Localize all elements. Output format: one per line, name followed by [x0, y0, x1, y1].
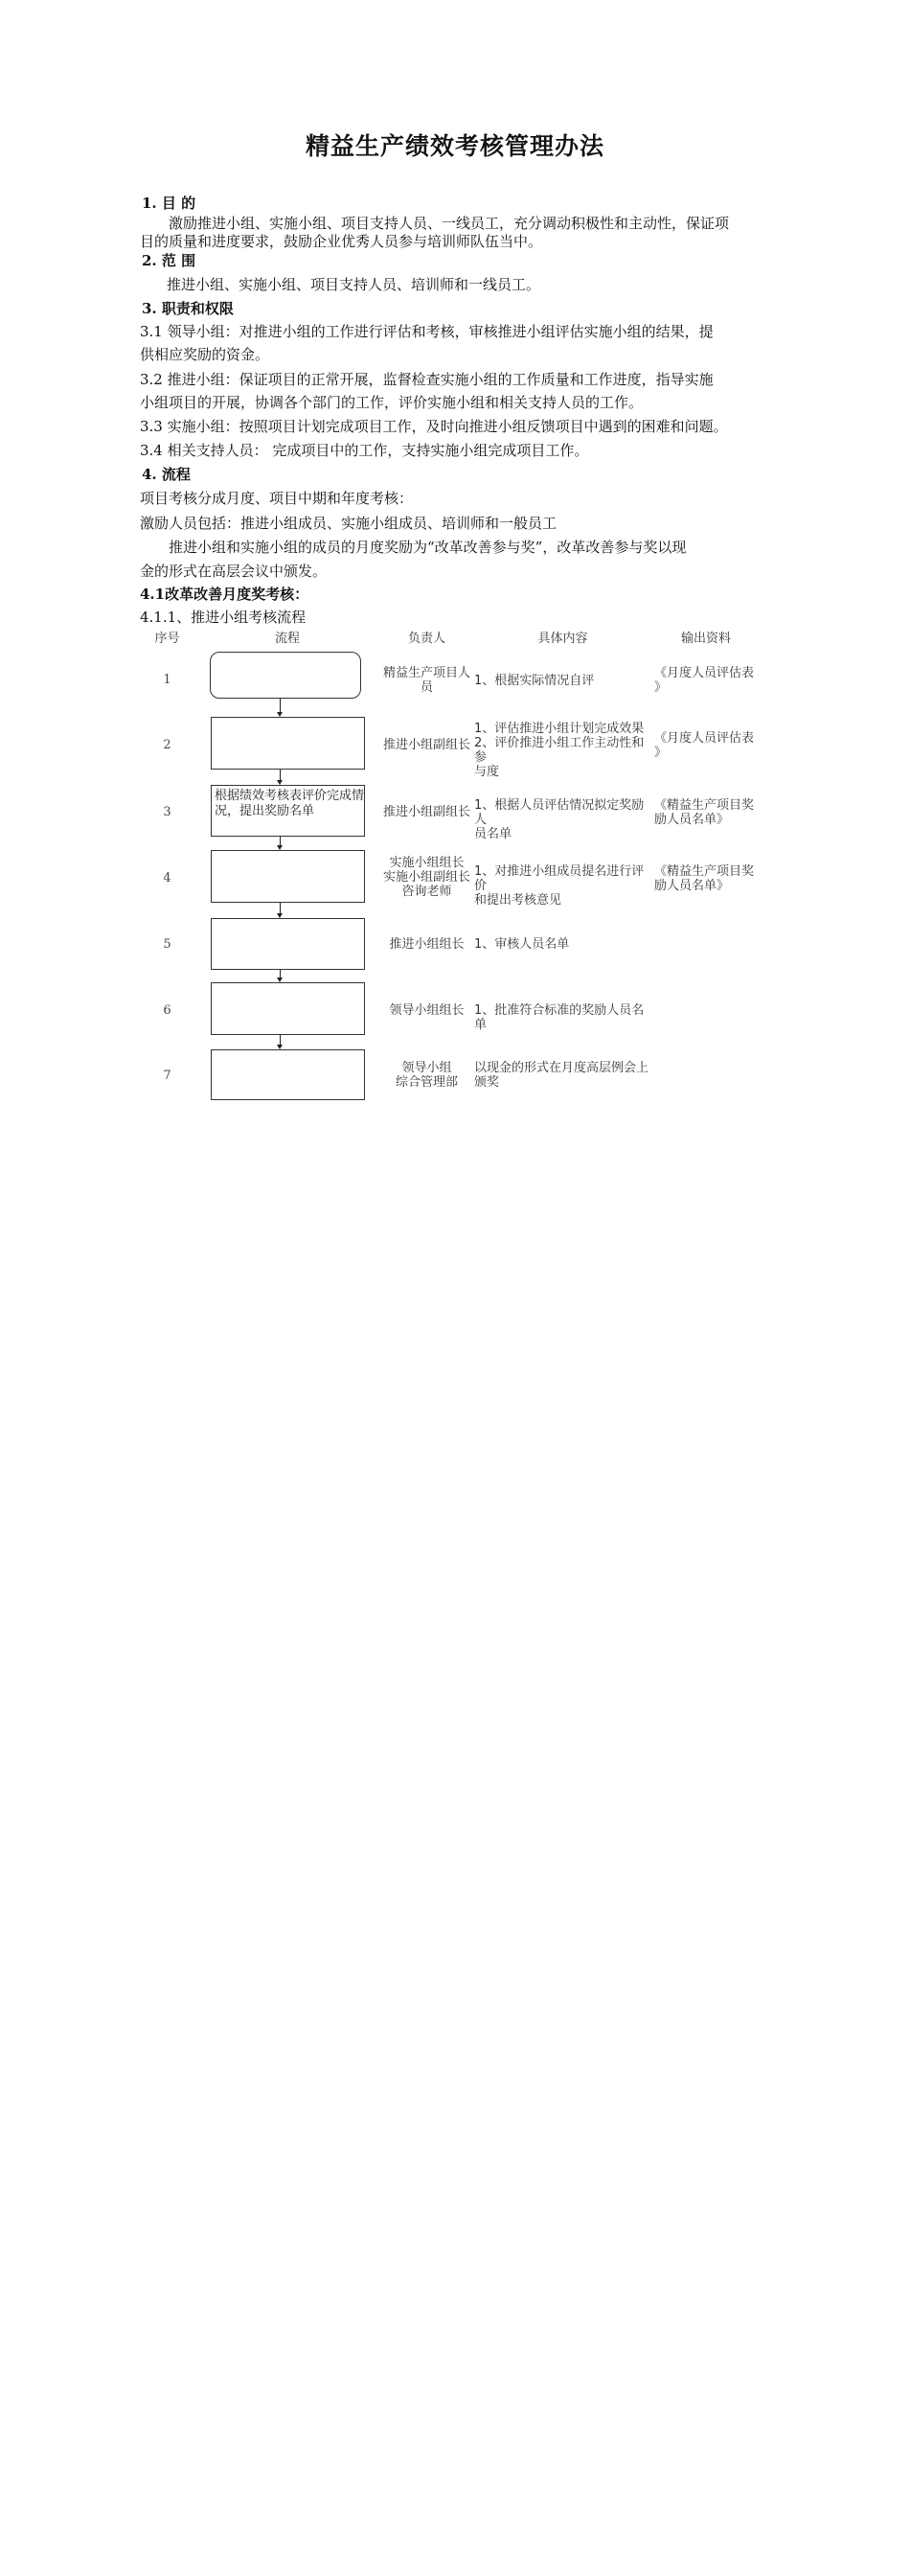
owner-text: 员 [420, 680, 433, 695]
table-rule [0, 1929, 1, 2409]
header-flow: 流程 [274, 632, 300, 646]
table-rule [0, 1449, 1, 1929]
subsection-4-1-heading: 4.1改革改善月度奖考核： [140, 586, 309, 603]
owner-text: 实施小组副组长 [382, 870, 470, 885]
content-cell [474, 798, 652, 841]
section-3-4-line: 3.4 相关支持人员： 完成项目中的工作，支持实施小组完成项目工作。 [140, 442, 589, 459]
owner-text: 推进小组组长 [389, 937, 465, 952]
content-text: 1、审核人员名单 [474, 937, 570, 952]
section-3-2-line-a: 3.2 推进小组：保证项目的正常开展，监督检查实施小组的工作质量和工作进度，指导实施 [140, 371, 714, 388]
row-number: 3 [163, 805, 171, 819]
content-text: 1、对推进小组成员提名进行评价 [474, 864, 645, 893]
owner-text: 综合管理部 [395, 1075, 458, 1090]
output-text: 》 [654, 746, 668, 760]
owner-text: 咨询老师 [401, 885, 452, 899]
owner-cell [381, 805, 472, 819]
content-cell [474, 937, 652, 952]
output-text: 《月度人员评估表 [654, 666, 755, 680]
owner-cell [381, 1003, 472, 1018]
section-4-line-1: 项目考核分成月度、项目中期和年度考核： [140, 490, 414, 507]
output-text: 《月度人员评估表 [654, 731, 755, 746]
row-number: 4 [163, 871, 171, 886]
section-3-3-line: 3.3 实施小组：按照项目计划完成项目工作，及时向推进小组反馈项目中遇到的困难和问题。 [140, 418, 728, 435]
section-1-line-2: 目的质量和进度要求，鼓励企业优秀人员参与培训师队伍当中。 [140, 233, 543, 250]
header-output: 输出资料 [680, 632, 731, 646]
table-rule [0, 8, 620, 9]
owner-cell [381, 856, 472, 899]
flow-arrow [280, 970, 281, 980]
section-1-heading: 1. 目 的 [142, 195, 196, 212]
output-text: 励人员名单》 [654, 879, 730, 893]
content-cell [474, 1061, 652, 1090]
output-cell [654, 666, 759, 695]
row-number: 1 [163, 673, 171, 687]
content-text: 与度 [474, 765, 500, 779]
content-text: 1、根据实际情况自评 [474, 674, 595, 688]
content-text: 1、批准符合标准的奖励人员名单 [474, 1003, 645, 1032]
owner-text: 推进小组副组长 [382, 738, 470, 752]
section-2-line-1: 推进小组、实施小组、项目支持人员、培训师和一线员工。 [167, 276, 541, 293]
content-cell [474, 674, 652, 688]
owner-cell [381, 1061, 472, 1090]
table-rule [0, 969, 1, 1449]
content-cell [474, 864, 652, 908]
content-text: 1、根据人员评估情况拟定奖励人 [474, 798, 645, 827]
flow-step-box [211, 850, 365, 903]
section-4-line-3: 推进小组和实施小组的成员的月度奖励为“改革改善参与奖”，改革改善参与奖以现 [169, 539, 687, 556]
section-3-heading: 3. 职责和权限 [142, 300, 234, 317]
row-number: 6 [163, 1003, 171, 1018]
flow-step-box [211, 717, 365, 770]
table-rule [0, 2409, 1, 2576]
flow-step-box [210, 652, 361, 699]
flow-arrow [280, 699, 281, 715]
header-owner: 负责人 [407, 632, 445, 646]
flow-arrow [280, 903, 281, 916]
content-text: 以现金的形式在月度高层例会上 [474, 1061, 649, 1075]
owner-text: 推进小组副组长 [382, 805, 470, 819]
flow-arrow [280, 837, 281, 848]
owner-text: 领导小组 [401, 1061, 452, 1075]
owner-cell [381, 738, 472, 752]
output-text: 励人员名单》 [654, 813, 730, 827]
flow-arrow [280, 770, 281, 783]
output-text: 》 [654, 680, 668, 695]
subsection-4-1-1-heading: 4.1.1、推进小组考核流程 [140, 609, 307, 626]
owner-cell [381, 937, 472, 952]
content-text: 2、评价推进小组工作主动性和参 [474, 736, 645, 765]
section-3-2-line-b: 小组项目的开展，协调各个部门的工作，评价实施小组和相关支持人员的工作。 [140, 394, 644, 411]
content-cell [474, 722, 652, 779]
output-text: 《精益生产项目奖 [654, 798, 755, 813]
flow-arrow [280, 1035, 281, 1047]
content-text: 1、评估推进小组计划完成效果 [474, 722, 645, 736]
output-cell [654, 731, 759, 760]
content-cell [474, 1003, 652, 1032]
row-number: 7 [163, 1069, 171, 1083]
section-3-1-line-b: 供相应奖励的资金。 [140, 346, 270, 363]
output-cell [654, 864, 759, 893]
flow-step-box [211, 982, 365, 1035]
content-text: 颁奖 [474, 1075, 500, 1090]
flow-step-box [211, 918, 365, 970]
content-text: 和提出考核意见 [474, 893, 562, 908]
flow-step-text: 况，提出奖励名单 [215, 804, 315, 818]
flow-step-text: 根据绩效考核表评价完成情 [215, 789, 365, 803]
header-content: 具体内容 [537, 632, 588, 646]
output-cell [654, 798, 759, 827]
section-1-line-1: 激励推进小组、实施小组、项目支持人员、一线员工，充分调动积极性和主动性，保证项 [169, 215, 730, 232]
owner-text: 实施小组组长 [389, 856, 465, 870]
flow-step-box [211, 785, 365, 837]
row-number: 5 [163, 937, 171, 952]
owner-text: 精益生产项目人 [382, 666, 470, 680]
section-4-line-4: 金的形式在高层会议中颁发。 [140, 563, 328, 580]
header-number: 序号 [154, 632, 180, 646]
section-4-line-2: 激励人员包括：推进小组成员、实施小组成员、培训师和一般员工 [140, 515, 557, 532]
page-title: 精益生产绩效考核管理办法 [305, 132, 604, 160]
table-rule [0, 489, 1, 969]
row-number: 2 [163, 738, 171, 752]
table-rule [0, 9, 1, 489]
output-text: 《精益生产项目奖 [654, 864, 755, 879]
content-text: 员名单 [474, 827, 512, 841]
section-4-heading: 4. 流程 [142, 466, 191, 483]
owner-text: 领导小组组长 [389, 1003, 465, 1018]
section-3-1-line-a: 3.1 领导小组：对推进小组的工作进行评估和考核，审核推进小组评估实施小组的结果，提 [140, 323, 714, 340]
owner-cell [381, 666, 472, 695]
section-2-heading: 2. 范 围 [142, 252, 196, 269]
flow-step-box [211, 1049, 365, 1100]
